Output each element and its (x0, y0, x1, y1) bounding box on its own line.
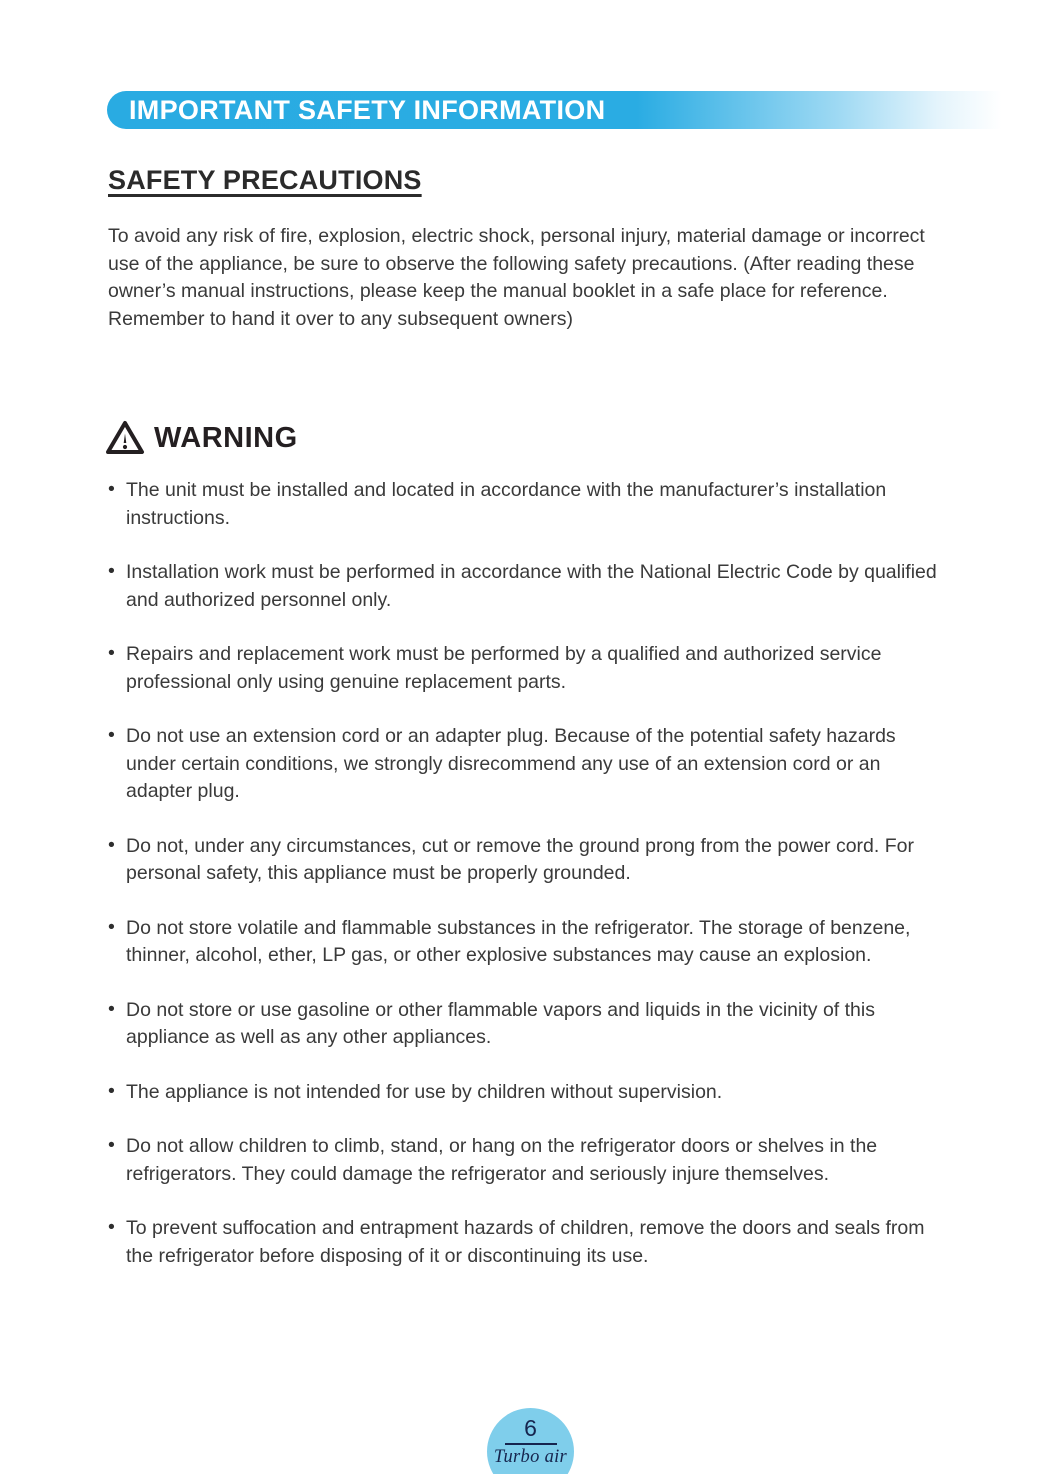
warning-label: WARNING (154, 421, 298, 454)
page-number: 6 (524, 1415, 537, 1441)
warning-triangle-icon (105, 420, 145, 456)
warning-heading (105, 420, 298, 456)
intro-paragraph: To avoid any risk of fire, explosion, electric shock, personal injury, material damage or incorrect use of the appliance, be sure to observe the following safety precautions. (After reading these owner’s manual instructions, please keep the manual booklet in a safe place for reference. Remember to hand it over to any subsequent owners) (108, 225, 925, 330)
brand-logo-text: Turbo air (493, 1447, 568, 1467)
warning-list (108, 477, 948, 1297)
footer-divider (505, 1443, 557, 1445)
warning-item: • Do not allow children to climb, stand, or hang on the refrigerator doors or shelves in the refrigerators. They could damage the refrigerator and seriously injure themselves. (108, 1133, 948, 1188)
warning-item: • Do not use an extension cord or an adapter plug. Because of the potential safety hazards under certain conditions, we strongly disrecommend any use of an extension cord or an adapter plug. (108, 723, 948, 806)
warning-item: • To prevent suffocation and entrapment hazards of children, remove the doors and seals from the refrigerator before disposing of it or discontinuing its use. (108, 1215, 948, 1270)
section-banner (107, 91, 1020, 129)
warning-item: • Installation work must be performed in accordance with the National Electric Code by qualified and authorized personnel only. (108, 559, 948, 614)
warning-item: • Repairs and replacement work must be performed by a qualified and authorized service professional only using genuine replacement parts. (108, 641, 948, 696)
section-title: SAFETY PRECAUTIONS (108, 165, 422, 195)
warning-item: • The unit must be installed and located in accordance with the manufacturer’s installation instructions. (108, 477, 948, 532)
warning-item: • Do not store volatile and flammable substances in the refrigerator. The storage of benzene, thinner, alcohol, ether, LP gas, or other explosive substances may cause an explosion. (108, 915, 948, 970)
warning-item: • Do not store or use gasoline or other flammable vapors and liquids in the vicinity of this appliance as well as any other appliances. (108, 997, 948, 1052)
banner-title: IMPORTANT SAFETY INFORMATION (129, 94, 606, 125)
warning-item: • Do not, under any circumstances, cut or remove the ground prong from the power cord. For personal safety, this appliance must be properly grounded. (108, 833, 948, 888)
warning-item: • The appliance is not intended for use by children without supervision. (108, 1079, 948, 1107)
page-footer-badge (487, 1408, 574, 1474)
